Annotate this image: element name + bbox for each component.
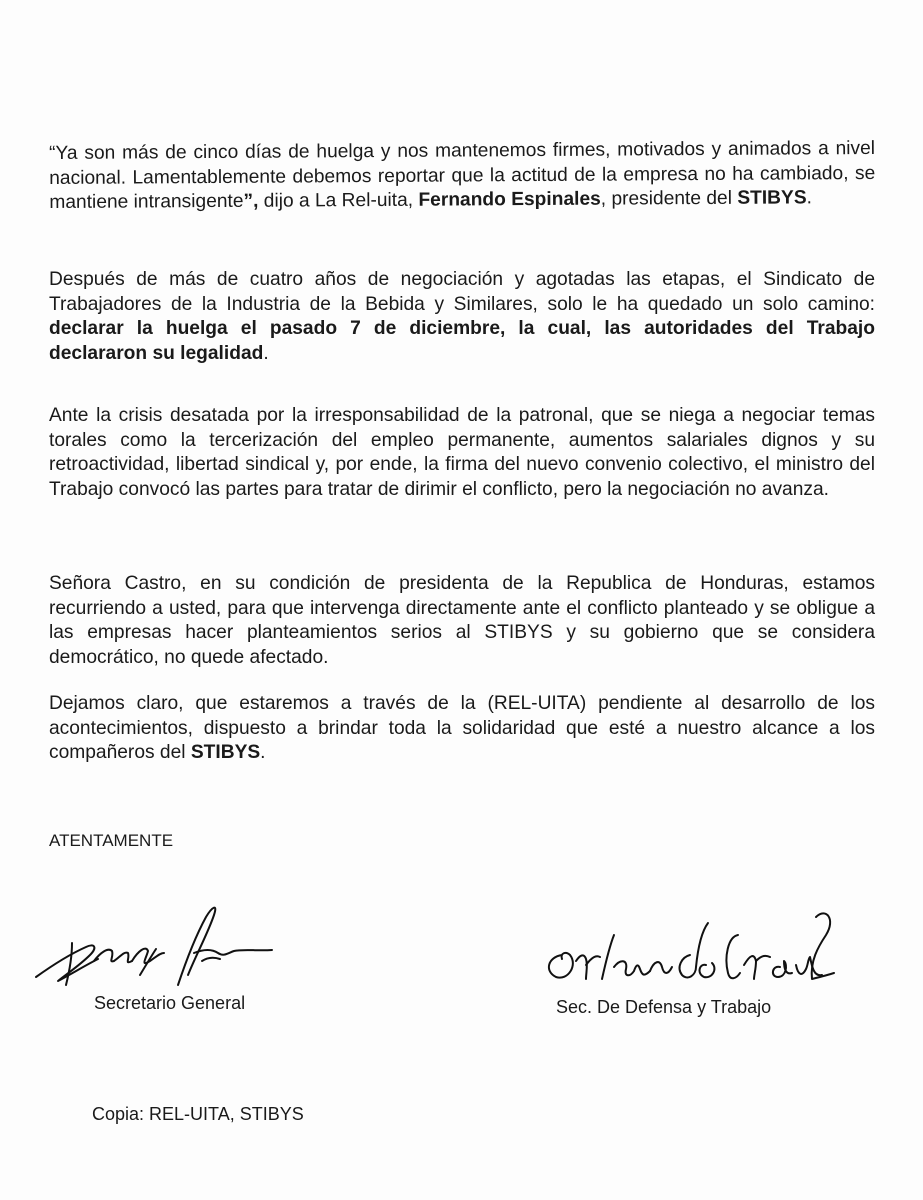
paragraph-background <box>49 268 875 366</box>
punctuation: . <box>263 342 269 364</box>
quote-close-mark: ”, <box>243 190 259 213</box>
union-name: STIBYS <box>190 742 261 764</box>
punctuation: . <box>260 742 266 764</box>
signatory-role-right: Sec. De Defensa y Trabajo <box>556 997 772 1017</box>
punctuation: . <box>806 187 813 209</box>
speaker-name: Fernando Espinales <box>418 188 601 211</box>
paragraph-solidarity <box>49 692 875 766</box>
paragraph-quote <box>49 137 875 216</box>
strike-declaration-text: declarar la huelga el pasado 7 de diciembre, la cual, las autoridades del Trabajo declararon su legalidad <box>49 318 875 364</box>
attribution-text: dijo a La Rel-uita, <box>258 189 419 212</box>
signature-right <box>540 895 840 990</box>
solidarity-text: Dejamos claro, que estaremos a través de la (REL-UITA) pendiente al desarrollo de los acontecimientos, dispuesto a brindar toda la solidaridad que esté a nuestro alcance a los compañeros del <box>49 693 875 764</box>
background-text: Después de más de cuatro años de negociación y agotadas las etapas, el Sindicato de Trabajadores de la Industria de la Bebida y Similares, solo le ha quedado un solo camino: <box>49 269 875 315</box>
speaker-role-text: , presidente del <box>600 187 738 210</box>
quote-text: “Ya son más de cinco días de huelga y nos mantenemos firmes, motivados y animados a nivel nacional. Lamentablemente debemos reportar que la actitud de la empresa no ha cambiado, se mantiene intransigente <box>49 137 876 214</box>
paragraph-request: Señora Castro, en su condición de presidenta de la Republica de Honduras, estamos recurriendo a usted, para que intervenga directamente ante el conflicto planteado y se obligue a las empresas hacer planteamientos serios al STIBYS y su gobierno que se considera democrático, no quede afectado. <box>49 573 875 668</box>
union-name: STIBYS <box>737 187 807 209</box>
paragraph-crisis: Ante la crisis desatada por la irresponsabilidad de la patronal, que se niega a negociar temas torales como la tercerización del empleo permanente, aumentos salariales dignos y su retroactividad, libertad sindical y, por ende, la firma del nuevo convenio colectivo, el ministro del Trabajo convocó las partes para tratar de dirimir el conflicto, pero la negociación no avanza. <box>49 405 875 500</box>
copy-recipients: Copia: REL-UITA, STIBYS <box>92 1104 304 1124</box>
signature-left <box>28 895 278 995</box>
closing-salutation: ATENTAMENTE <box>49 831 174 850</box>
signatory-role-left: Secretario General <box>94 993 246 1013</box>
